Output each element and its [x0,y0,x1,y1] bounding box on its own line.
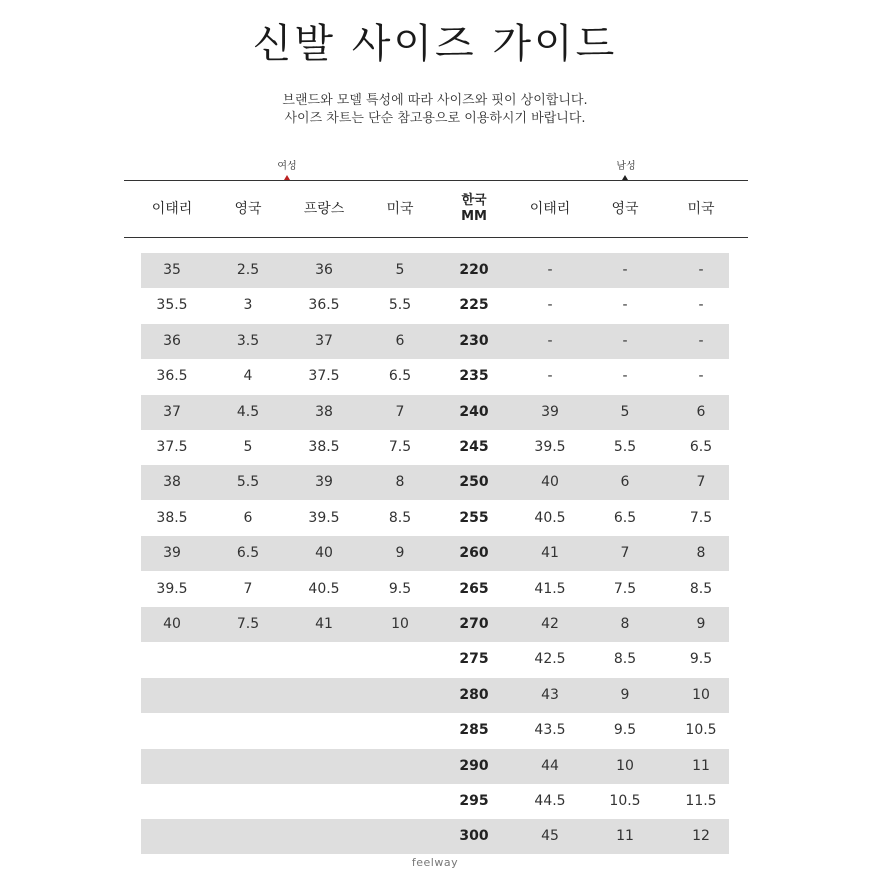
table-cell: 11.5 [685,793,717,809]
table-cell: 7 [696,474,706,491]
table-cell: 44.5 [534,793,566,809]
table-row [141,465,729,500]
table-cell: 35 [163,262,181,278]
header-cell: 한국 MM [461,192,487,224]
table-cell: 10 [391,616,409,632]
table-cell: 39.5 [308,509,340,526]
table-cell: 35.5 [156,297,188,314]
table-cell: 36.5 [308,297,340,314]
table-cell: 11 [692,757,710,774]
table-cell: 40 [315,545,333,562]
table-cell: 38 [163,474,181,491]
table-row [141,819,729,854]
header-cell: 이태리 [529,200,571,217]
table-cell: 5 [620,403,630,420]
table-cell: 37 [315,332,333,349]
table-cell: 39 [541,403,559,420]
korean-mm-cell: 255 [459,509,489,526]
table-row [141,784,729,819]
table-cell: 8 [395,474,405,491]
korean-mm-cell: 260 [459,545,489,562]
table-row [141,395,729,430]
table-cell: 6 [395,332,405,349]
korean-mm-cell: 300 [459,828,489,845]
korean-mm-cell: 220 [459,262,489,278]
korean-mm-cell: 250 [459,474,489,491]
table-cell: 5.5 [236,474,260,491]
table-cell: - [622,262,628,278]
table-cell: 36.5 [156,368,188,385]
table-cell: 40.5 [534,509,566,526]
table-cell: - [698,262,704,278]
korean-mm-cell: 285 [459,722,489,739]
table-cell: 10 [616,757,634,774]
men-label: 남성 [616,161,636,172]
table-cell: 7 [243,580,253,597]
table-cell: 5 [395,262,405,278]
table-cell: 41 [315,616,333,632]
table-cell: - [622,368,628,385]
table-cell: 6.5 [689,439,713,455]
korean-mm-cell: 280 [459,686,489,703]
table-cell: 12 [692,828,710,845]
korean-mm-cell: 245 [459,439,489,455]
table-row [141,749,729,784]
table-cell: 8.5 [613,651,637,668]
table-cell: 5 [243,439,253,455]
table-cell: 5.5 [613,439,637,455]
table-cell: 37.5 [308,368,340,385]
table-row [141,288,729,323]
korean-mm-cell: 290 [459,757,489,774]
table-cell: 6.5 [613,509,637,526]
table-cell: 10.5 [609,793,641,809]
table-cell: 3.5 [236,332,260,349]
table-cell: 5.5 [388,297,412,314]
subtitle-line-2: 사이즈 차트는 단순 참고용으로 이용하시기 바랍니다. [284,111,586,126]
table-cell: 6 [243,509,253,526]
korean-mm-cell: 240 [459,403,489,420]
table-cell: 39 [315,474,333,491]
table-cell: 9 [696,616,706,632]
table-cell: 41 [541,545,559,562]
table-cell: 40 [163,616,181,632]
table-row [141,572,729,607]
header-cell: 미국 [386,200,414,217]
korean-mm-cell: 295 [459,793,489,809]
table-row [141,324,729,359]
table-cell: 38.5 [308,439,340,455]
table-cell: 3 [243,297,253,314]
table-cell: 8.5 [689,580,713,597]
header-bottom-rule [124,237,748,238]
table-cell: 10.5 [685,722,717,739]
table-cell: 7 [620,545,630,562]
table-cell: 44 [541,757,559,774]
table-cell: 39.5 [156,580,188,597]
table-row [141,642,729,677]
table-cell: - [547,297,553,314]
table-cell: 41.5 [534,580,566,597]
table-cell: 8.5 [388,509,412,526]
table-cell: 38.5 [156,509,188,526]
table-row [141,713,729,748]
table-cell: 39.5 [534,439,566,455]
table-cell: 37 [163,403,181,420]
table-cell: 36 [163,332,181,349]
table-cell: 7.5 [236,616,260,632]
table-cell: 4 [243,368,253,385]
table-cell: 42.5 [534,651,566,668]
korean-mm-cell: 275 [459,651,489,668]
header-cell: 영국 [611,200,639,217]
table-cell: 2.5 [236,262,260,278]
table-row [141,678,729,713]
table-cell: 7.5 [613,580,637,597]
table-cell: - [547,332,553,349]
table-cell: 8 [696,545,706,562]
table-cell: 6 [696,403,706,420]
table-cell: 9.5 [689,651,713,668]
table-cell: 39 [163,545,181,562]
korean-mm-cell: 225 [459,297,489,314]
table-cell: 43.5 [534,722,566,739]
table-cell: 37.5 [156,439,188,455]
table-cell: 11 [616,828,634,845]
table-cell: 10 [692,686,710,703]
header-cell: 프랑스 [303,200,345,217]
table-cell: 7.5 [689,509,713,526]
women-label: 여성 [277,161,297,172]
size-table-header [0,180,870,237]
table-cell: 8 [620,616,630,632]
page-title: 신발 사이즈 가이드 [252,21,618,67]
table-row [141,359,729,394]
table-row [141,607,729,642]
table-row [141,536,729,571]
table-cell: 6.5 [236,545,260,562]
subtitle-line-1: 브랜드와 모델 특성에 따라 사이즈와 핏이 상이합니다. [282,93,588,108]
table-cell: 40 [541,474,559,491]
table-cell: 7.5 [388,439,412,455]
table-cell: 38 [315,403,333,420]
korean-mm-cell: 230 [459,332,489,349]
korean-mm-cell: 265 [459,580,489,597]
header-cell: 영국 [234,200,262,217]
table-cell: - [547,368,553,385]
table-cell: 42 [541,616,559,632]
table-cell: - [547,262,553,278]
table-cell: 7 [395,403,405,420]
table-cell: 4.5 [236,403,260,420]
table-cell: 9 [395,545,405,562]
header-cell: 이태리 [151,200,193,217]
table-cell: - [698,297,704,314]
korean-mm-cell: 270 [459,616,489,632]
table-row [141,253,729,288]
table-row [141,501,729,536]
header-cell: 미국 [687,200,715,217]
table-cell: - [698,332,704,349]
table-cell: 9.5 [613,722,637,739]
table-cell: 9 [620,686,630,703]
table-row [141,430,729,465]
table-cell: 40.5 [308,580,340,597]
table-cell: 43 [541,686,559,703]
table-cell: 6 [620,474,630,491]
table-cell: 9.5 [388,580,412,597]
table-cell: 6.5 [388,368,412,385]
watermark: feelway [411,856,459,869]
table-cell: - [622,297,628,314]
table-cell: - [622,332,628,349]
table-cell: 45 [541,828,559,845]
table-cell: - [698,368,704,385]
korean-mm-cell: 235 [459,368,489,385]
table-cell: 36 [315,262,333,278]
